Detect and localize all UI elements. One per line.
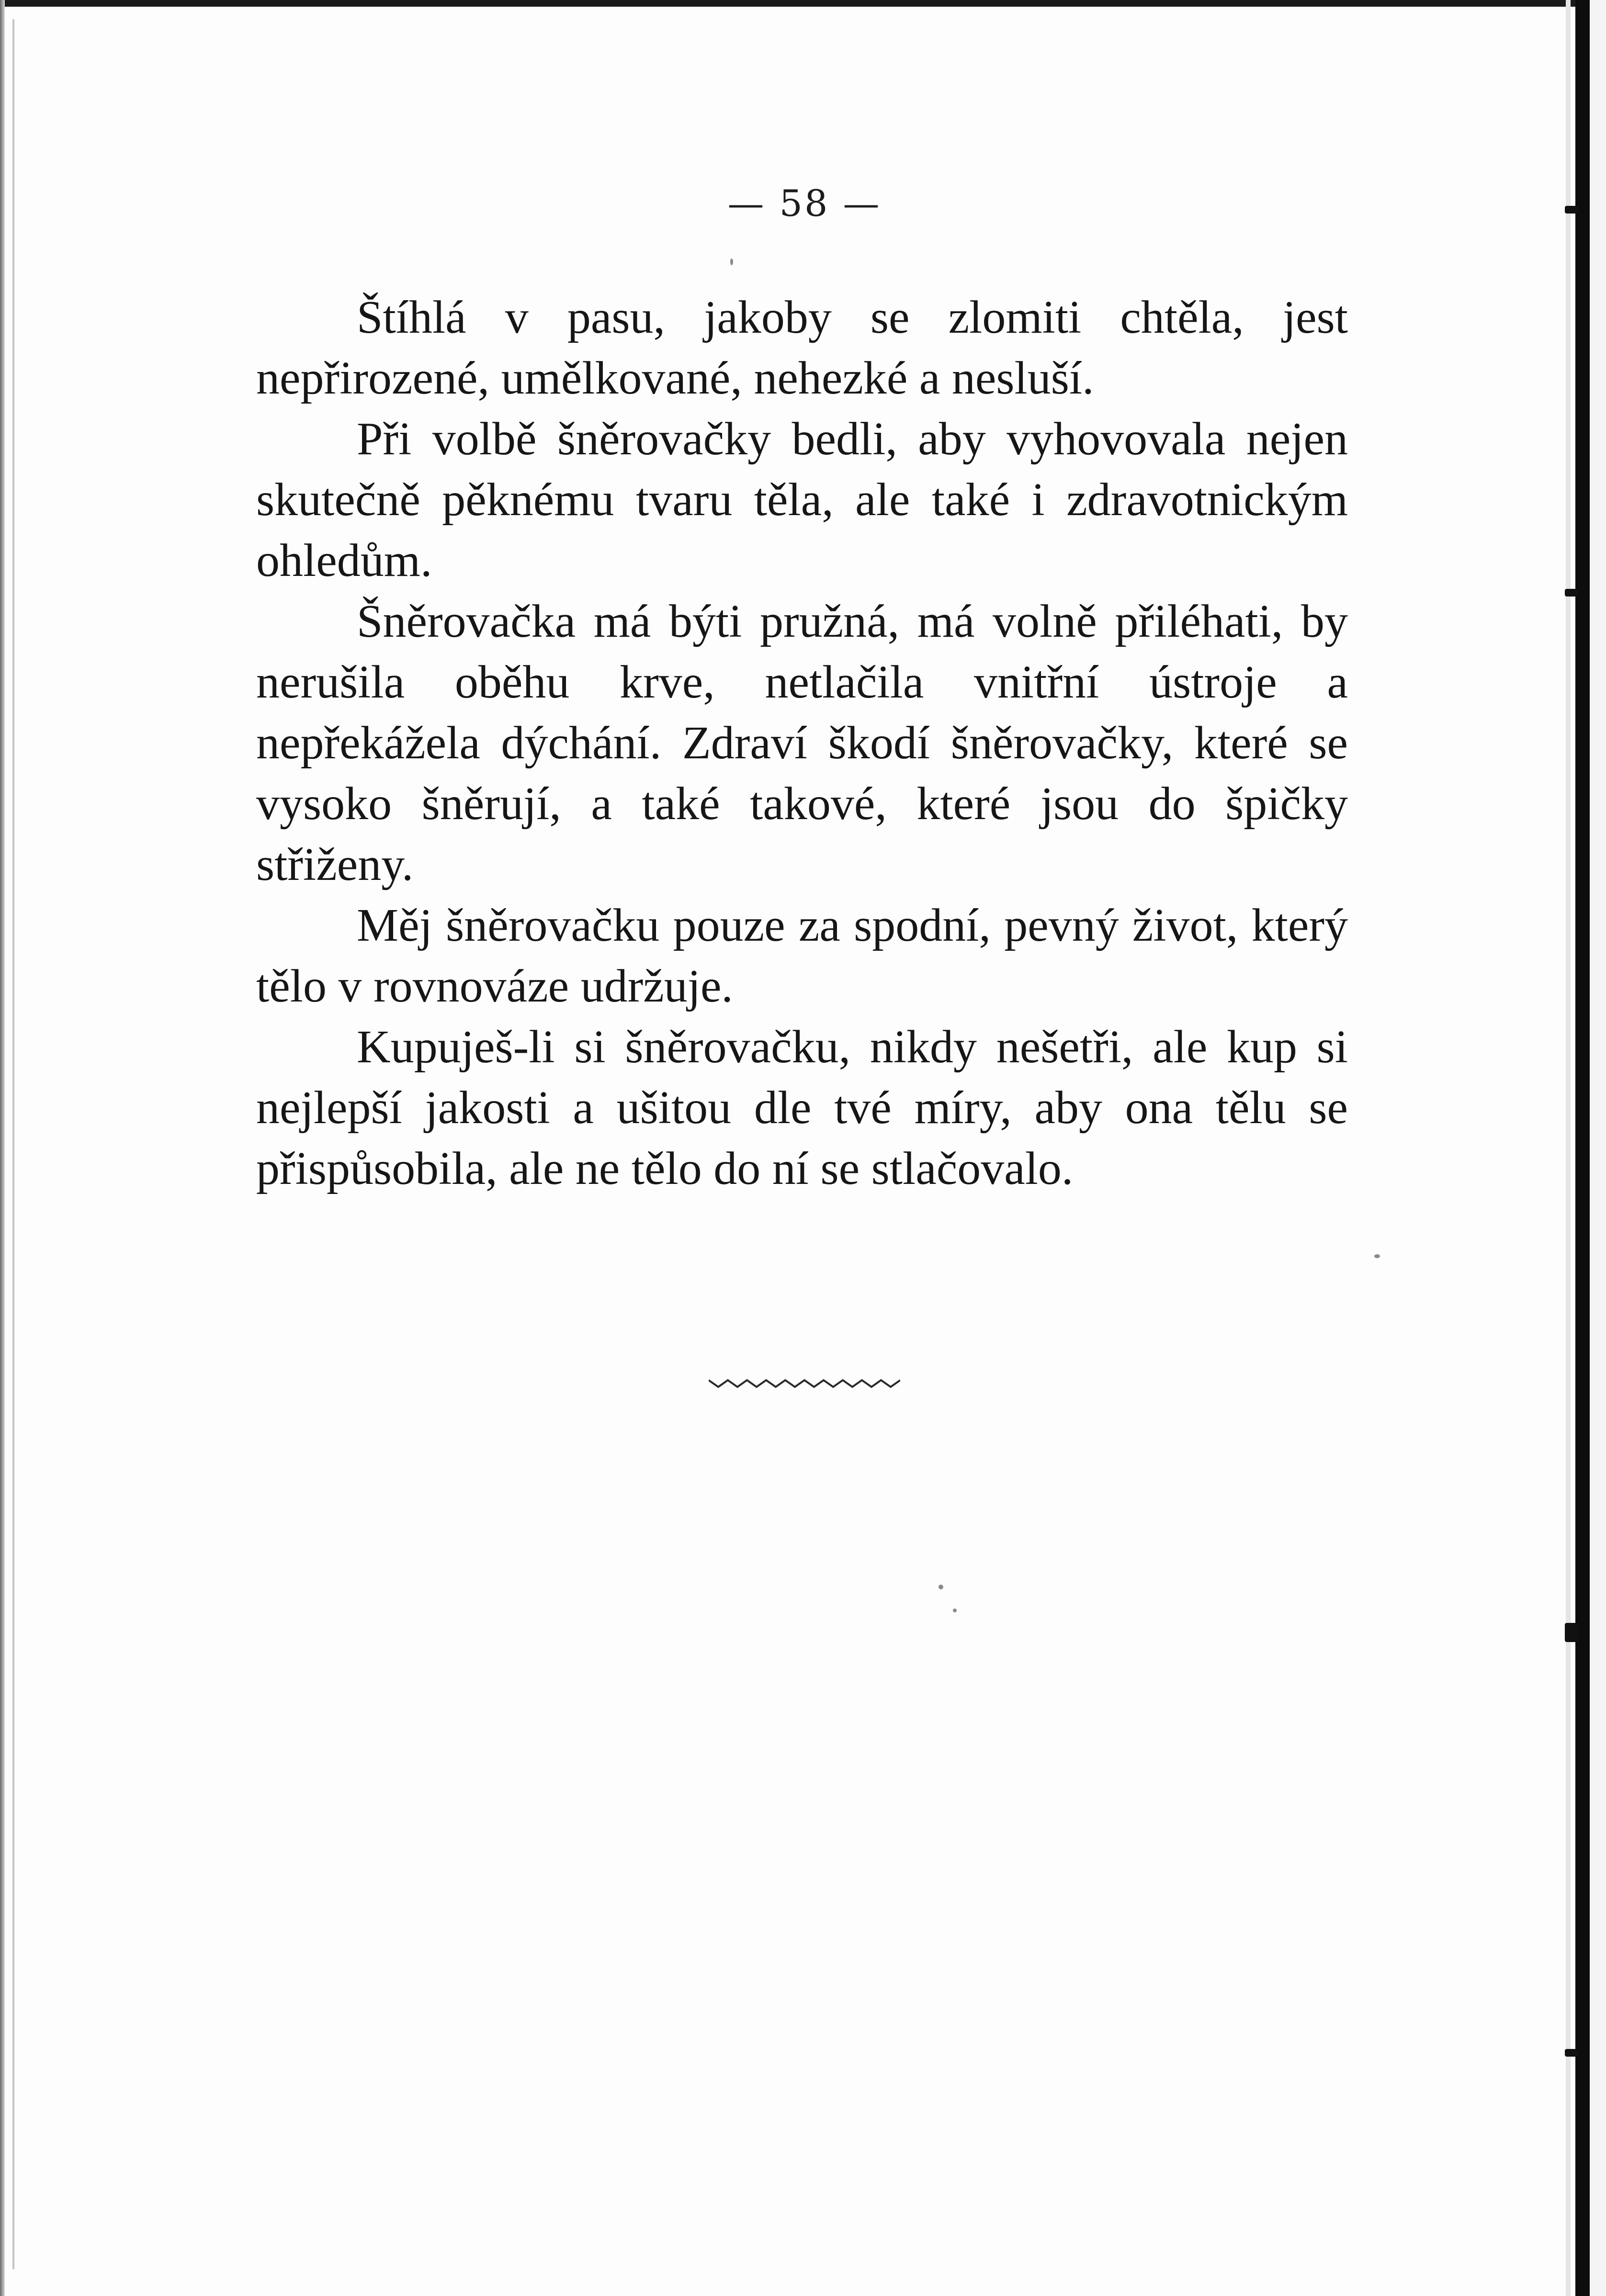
scan-gutter-line bbox=[12, 19, 14, 2269]
scan-notch bbox=[1565, 2049, 1578, 2057]
scan-notch bbox=[1565, 589, 1578, 597]
paragraph: Při volbě šněrovačky bedli, aby vyhovovala nejen skutečně pěknému tvaru těla, ale také i zdravotnickým ohledům. bbox=[256, 413, 1348, 586]
scan-speck bbox=[730, 259, 733, 265]
scan-edge-right bbox=[1575, 0, 1590, 2296]
scan-speck bbox=[939, 1585, 943, 1589]
scan-speck bbox=[953, 1609, 957, 1612]
scan-speck bbox=[1374, 1254, 1380, 1258]
page-number: — 58 — bbox=[727, 182, 882, 225]
paragraph: Kupuješ-li si šněrovačku, nikdy nešetři, ale kup si nejlepší jakosti a ušitou dle tvé míry, aby ona tělu se přispůsobila, ale ne tělo do ní se stlačovalo. bbox=[256, 1021, 1348, 1194]
scan-edge-right-inner bbox=[1566, 0, 1571, 2296]
scan-edge-right-far bbox=[1590, 0, 1606, 2296]
page-body-text bbox=[256, 287, 1348, 1199]
scan-edge-top bbox=[0, 0, 1606, 7]
scan-edge-left bbox=[0, 0, 5, 2296]
scan-notch bbox=[1565, 1623, 1578, 1642]
scan-notch bbox=[1565, 206, 1578, 214]
paragraph: Štíhlá v pasu, jakoby se zlomiti chtěla, jest nepřirozené, umělkované, nehezké a nesluší. bbox=[256, 292, 1348, 404]
paragraph: Šněrovačka má býti pružná, má volně přiléhati, by nerušila oběhu krve, netlačila vnitřní ústroje a nepřekážela dýchání. Zdraví škodí šněrovačky, které se vysoko šněrují, a také takové, které jsou do špičky střiženy. bbox=[256, 596, 1348, 890]
wavy-rule-icon bbox=[709, 1376, 900, 1391]
paragraph: Měj šněrovačku pouze za spodní, pevný život, který tělo v rovnováze udržuje. bbox=[256, 900, 1348, 1012]
